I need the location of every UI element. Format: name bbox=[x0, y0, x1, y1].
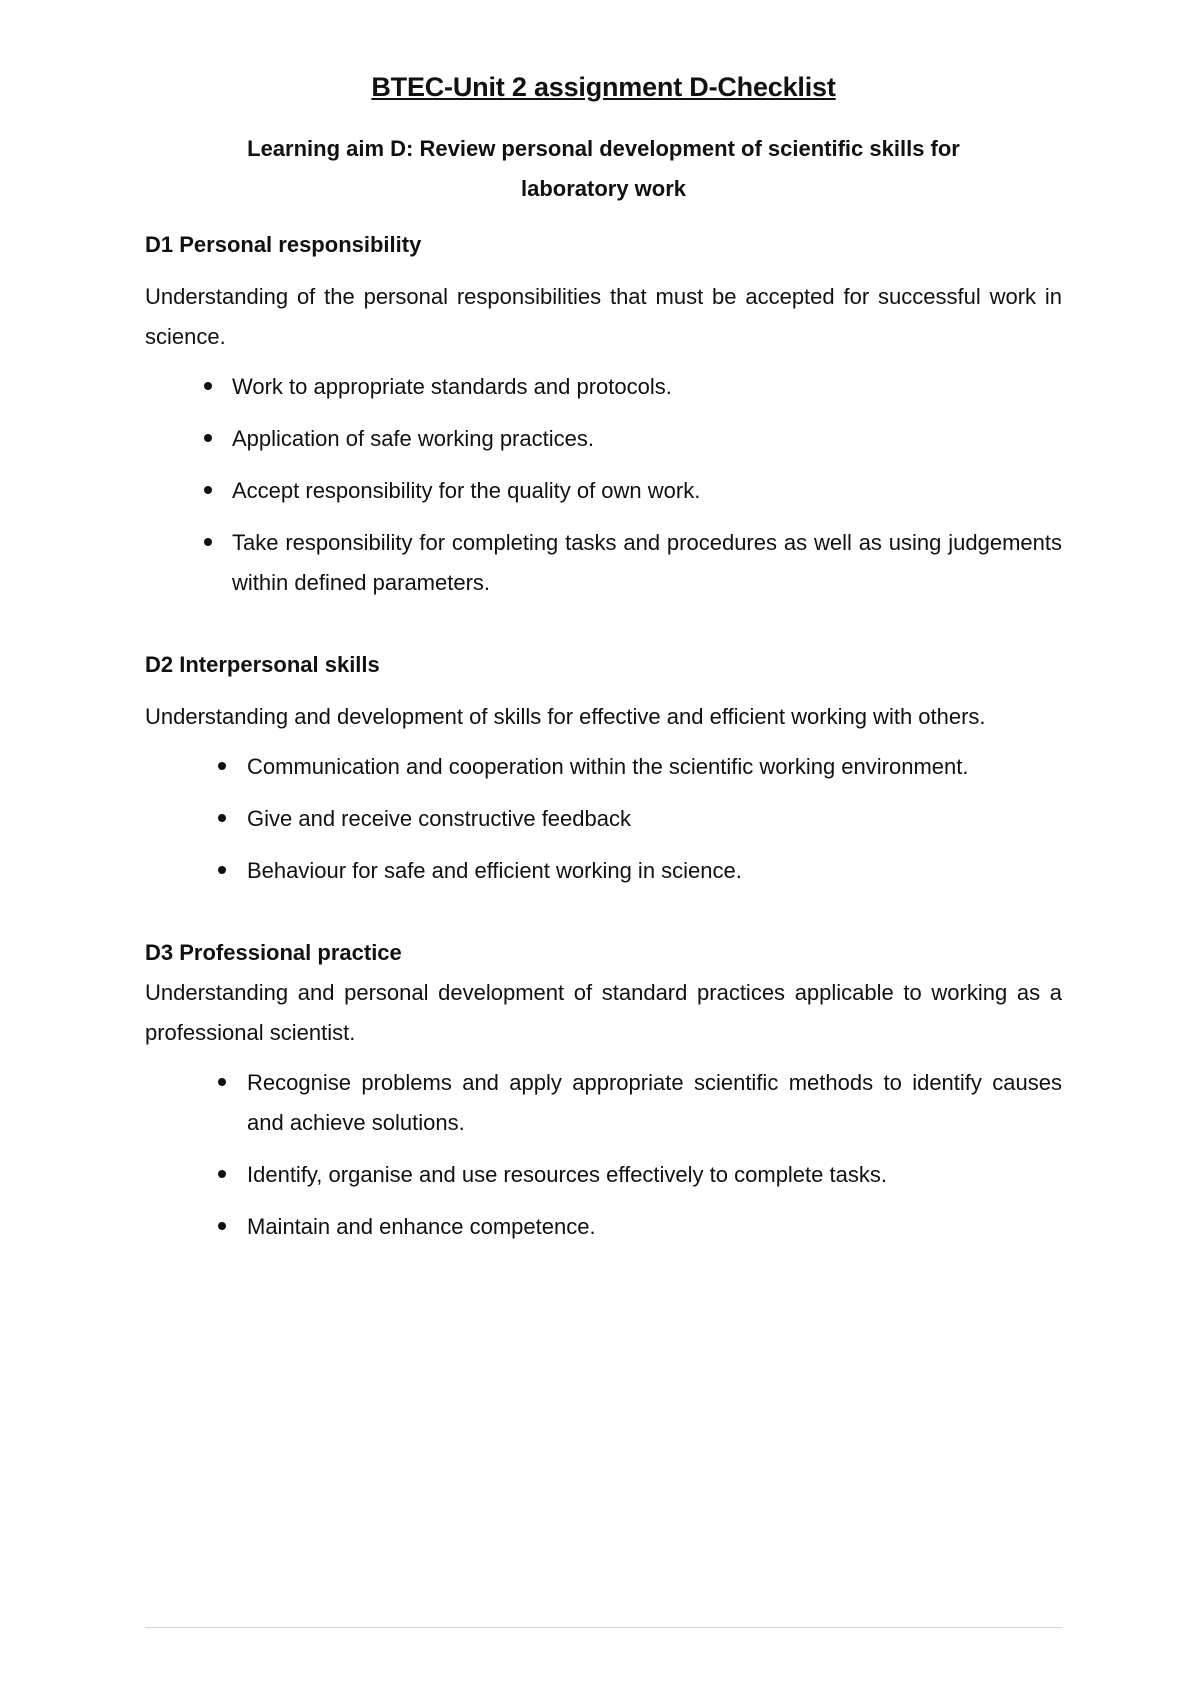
list-item bbox=[145, 523, 1062, 603]
bullet-icon bbox=[218, 866, 226, 874]
list-item bbox=[145, 419, 1062, 459]
section-description: Understanding of the personal responsibilities that must be accepted for successful work in science. bbox=[145, 284, 1062, 349]
list-item-text: Maintain and enhance competence. bbox=[247, 1214, 596, 1239]
bullet-list bbox=[145, 747, 1062, 891]
list-item-text: Identify, organise and use resources effectively to complete tasks. bbox=[247, 1162, 887, 1187]
section-d1 bbox=[145, 231, 1062, 603]
list-item-text: Recognise problems and apply appropriate scientific methods to identify causes and achieve solutions. bbox=[247, 1070, 1062, 1135]
list-item bbox=[145, 471, 1062, 511]
list-item-text: Communication and cooperation within the scientific working environment. bbox=[247, 754, 969, 779]
section-description: Understanding and development of skills for effective and efficient working with others. bbox=[145, 704, 986, 729]
list-item-text: Accept responsibility for the quality of own work. bbox=[232, 478, 701, 503]
list-item-text: Take responsibility for completing tasks and procedures as well as using judgements within defined parameters. bbox=[232, 530, 1062, 595]
footer-divider bbox=[145, 1627, 1062, 1628]
section-d2 bbox=[145, 651, 1062, 891]
list-item bbox=[145, 1155, 1062, 1195]
bullet-icon bbox=[204, 382, 212, 390]
list-item bbox=[145, 747, 1062, 787]
list-item bbox=[145, 1207, 1062, 1247]
bullet-icon bbox=[218, 762, 226, 770]
bullet-icon bbox=[204, 538, 212, 546]
list-item-text: Work to appropriate standards and protocols. bbox=[232, 374, 672, 399]
section-heading: D2 Interpersonal skills bbox=[145, 652, 380, 677]
list-item bbox=[145, 851, 1062, 891]
document-body bbox=[145, 72, 1062, 1259]
bullet-icon bbox=[218, 1170, 226, 1178]
bullet-icon bbox=[218, 814, 226, 822]
list-item bbox=[145, 367, 1062, 407]
section-description: Understanding and personal development of standard practices applicable to working as a professional scientist. bbox=[145, 980, 1062, 1045]
list-item-text: Give and receive constructive feedback bbox=[247, 806, 631, 831]
learning-aim: Learning aim D: Review personal development of scientific skills for laboratory work bbox=[247, 136, 960, 201]
bullet-icon bbox=[204, 486, 212, 494]
list-item bbox=[145, 799, 1062, 839]
list-item bbox=[145, 1063, 1062, 1143]
bullet-icon bbox=[218, 1222, 226, 1230]
list-item-text: Behaviour for safe and efficient working in science. bbox=[247, 858, 742, 883]
bullet-icon bbox=[218, 1078, 226, 1086]
bullet-list bbox=[145, 367, 1062, 603]
section-heading: D3 Professional practice bbox=[145, 940, 402, 965]
bullet-icon bbox=[204, 434, 212, 442]
section-d3 bbox=[145, 939, 1062, 1247]
list-item-text: Application of safe working practices. bbox=[232, 426, 594, 451]
document-title: BTEC-Unit 2 assignment D-Checklist bbox=[371, 72, 836, 102]
section-heading: D1 Personal responsibility bbox=[145, 232, 422, 257]
bullet-list bbox=[145, 1063, 1062, 1247]
